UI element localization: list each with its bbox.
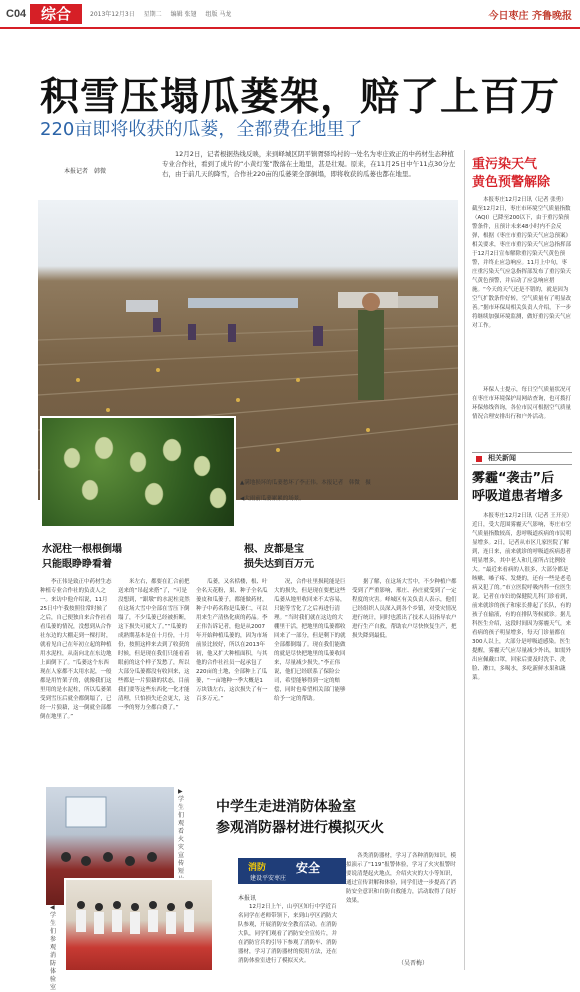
section-heading-1a: 水泥柱一根根倒塌 <box>42 544 122 555</box>
fire-safety-banner <box>238 858 346 884</box>
newspaper-brand: 今日枣庄 齐鲁晚报 <box>488 11 572 22</box>
main-headline: 积雪压塌瓜蒌架，赔了上百万 <box>40 74 561 120</box>
story1-body-2: 环保人士提示，每日空气质量状况可在枣庄市环境保护局网站查询，也可拨打环保热线咨询，各位市民可根据空气质量情况合理安排出行和户外活动。 <box>472 387 572 420</box>
fire-photo3-caption: ◀学生们参观消防体验室 <box>50 904 57 991</box>
story2-title-1: 雾霾“袭击”后 <box>472 471 555 486</box>
issue-meta <box>90 9 238 18</box>
fire-title-1: 中学生走进消防体验室 <box>216 799 356 815</box>
body-column-1: 李正伟是致正中药材生态种植专业合作社的负责人之一。来访中他介绍说，11月25日中午我按照往常时候了之后，自己便独自来合作社看看瓜蒌的情况，没想到从合作社东边的大棚走到一棵打时，就看见自己在年初立起的种植用水泥柱，从南向北在东边地上面倒下了。“瓜蒌这个东西现在人家都不太用水泥，一般都是用竹架子的，就像我们这里用的是水泥柱，所以瓜蒌架受到雪压后就全都倒塌了，已经一片狼藉，这一倒就全部都倒在地里了。” <box>40 579 112 720</box>
main-byline: 本报记者 韩微 <box>64 168 107 175</box>
main-subhead: 220亩即将收获的瓜蒌，全都费在地里了 <box>40 119 363 140</box>
story1-body: 本报枣庄12月2日讯（记者 张勇）截至12月2日，枣庄市环境空气质量指数（AQI）已降至200以下，由于重污染预警条件，且预计未来48小时内不会反弹，根据《枣庄市重污染天气应急预案》相关要求，枣庄市重污染天气应急指挥部于12月2日宣布解除重污染天气黄色预警，并终止应急响应。11月上中旬，枣庄重污染天气应急指挥部发布了重污染天气黄色预警，并启动了应急响应措施。“今天的天气还是不错的，就是因为空气扩散条件好转，空气质量有了明显改善。”据市环保局相关负责人介绍，下一步将继续加强环境监测，做好重污染天气应对工作。 <box>472 197 572 329</box>
fire-photo2-caption: ▶学生们观看火灾宣传短 <box>178 788 185 875</box>
fire-title-2: 参观消防器材进行模拟灭火 <box>216 820 384 836</box>
students-illustration <box>66 880 212 970</box>
issue-weekday: 星期二 <box>143 11 162 18</box>
page-number: C04 <box>6 8 27 20</box>
fire-body-1: 12月2日上午，山亭区知行中学近百名同学在老师带领下，来到山亭区消防大队参观，开展消防安全教育活动。在消防大队，同学们观看了消防安全宣传片，并在消防官兵的引导下参观了消防车、消防器材，学习了消防器材的使用方法，还在消防体验室进行了模拟灭火。 <box>238 904 338 964</box>
section-label: 综合 <box>30 4 82 24</box>
fire-byline: 本报讯 <box>238 895 257 902</box>
story1-title-2: 黄色预警解除 <box>472 175 551 190</box>
related-news-label: 相关新闻 <box>472 452 572 465</box>
banner-text-3: 建设平安枣庄 <box>250 875 287 882</box>
body-column-3: 瓜蒌，又名栝楼，根、叶全名天花粉，果、种子全名瓜蒌皮和瓜蒌子，都能做药材，种子中药名称是瓜蒌仁，可以用来生产清热化痰的药品。李正伟告诉记者，他是从2007年开始种植瓜蒌的，因为市场前景比较好，所以在2013年初，他又扩大种植面积，与其他的合作社社员一起承包了220亩的土地，全部种上了瓜蒌，“一亩地种一季大概是1万块钱左右，这次损失了有一百多万元。” <box>196 579 268 702</box>
story2-title-2: 呼吸道患者增多 <box>472 489 564 504</box>
inset-caption: ◀大雨前瓜蒌累累的场景。 <box>240 496 305 502</box>
photo-caption: ▲满地损坏的瓜蒌愁坏了李正伟。本报记者 韩微 摄 <box>240 480 371 486</box>
body-column-2: 米左右，都要在汇合前把送来的“吊起来搭”了，“可是没想到，“跟墩”的水泥柱竟然在这场大雪中全部在雪压下倒塌了，不少瓜蒌已经被折断，这下损失可就大了。”“瓜蒌的成熟期基本是在十月份，十月份，按照这样来去到了收获的时候，但是现在我们只能看着眼前的这个样子发愁了，所以大部分瓜蒌都没有收回来，这些都是一片狼藉的状态，目前我们要等这些东西化一化才能清理，只怕损失还会更大，这一季的努力全都白费了。” <box>118 579 190 711</box>
section-heading-1b: 只能眼睁睁看着 <box>42 559 112 570</box>
section-heading-2a: 根、皮都是宝 <box>244 544 304 555</box>
banner-text-1: 消防 <box>248 863 267 873</box>
issue-editor: 编辑 张翅 <box>170 11 197 18</box>
fire-body-2: 各类消防器材，学习了各种消防知识，模拟演示了“119”报警体验，学习了火灾报警时要说清楚起火地点，介绍火灾的大小等知识，通过宣传讲解和体验，同学们进一步提高了消防安全意识和自防自救能力，活动取得了良好效果。 <box>346 853 457 904</box>
main-lead: 12月2日，记者根据热线反映，来到峄城区阴平镇胥驿坞村的一处名为枣庄致正的中药材生态种植专业合作社，看到了成片的“小黄灯笼”散落在土地里，甚是壮观。原来，在11月25日中午11点30分左右，由于前几天的降雪，合作社220亩的瓜蒌架全部倒塌，即将收获的瓜蒌也都在地里。 <box>162 150 456 178</box>
story2-body: 本报枣庄12月2日讯（记者 王开亮）近日，受大范围雾霾天气影响，枣庄市空气质量指数较高，患呼吸道疾病的市民明显增多。2日，记者从市区几家医院了解到，连日来，前来就诊的呼吸道疾病患者明显增多，其中老人和儿童所占比例较大。“最近来看病的人很多，大部分都是咳嗽、嗓子疼、发烧的，还有一些是老毛病又犯了的。”市立医院呼吸内科一位医生说。记者在市妇幼保健院儿科门诊看到，前来就诊的孩子和家长排起了长队，有的孩子在输液，有的在排队等候就诊。据儿科医生介绍，这段时间因为雾霾天气，来看病的孩子明显增多，每天门诊量都在300人以上，大部分是呼吸道感染。医生提醒，雾霾天气应尽量减少外出，如需外出应佩戴口罩，回家后要及时洗手、洗脸、漱口，多喝水，多吃新鲜水果和蔬菜。 <box>472 513 572 681</box>
header-rule <box>0 27 580 29</box>
story1-title-1: 重污染天气 <box>472 157 538 172</box>
issue-date: 2013年12月3日 <box>90 11 135 18</box>
melon-vines-illustration <box>42 418 234 526</box>
section-heading-2b: 损失达到百万元 <box>244 559 314 570</box>
banner-text-2: 安全 <box>296 861 321 875</box>
column-divider <box>464 150 465 970</box>
body-column-4: 况，合作社里损耗能是巨大的损失，但是现在要把这些瓜蒌从地里收回来不太容易，只能等雪化了之后再进行清理。“当时我们就在这边的大棚里干活，把地里的瓜蒌都收回来了一部分，但是剩下的就全部都倒塌了。现在我们能做的就是尽快把地里的瓜蒌收回来，尽量减少损失。”李正伟说，他们已经联系了保险公司，希望能够得到一定的赔偿，同时也希望相关部门能够给予一定的帮助。 <box>274 579 346 702</box>
fire-photo-students <box>64 878 214 972</box>
page-header <box>0 0 580 28</box>
inset-photo <box>40 416 236 528</box>
fire-credit: （吴晋梅） <box>398 960 429 967</box>
issue-proof: 组版 马龙 <box>205 11 232 18</box>
body-column-5: 据了解，在这场大雪中，不少种植户都受到了严重影响，邢庄、孙庄就受到了一定程度的灾害。峄城区有关负责人表示，他们已经组织人员深入到各个乡镇，对受灾情况进行统计，同时也派出了技术人员指导农户进行生产自救，帮助农户尽快恢复生产，把损失降到最低。 <box>352 579 457 639</box>
